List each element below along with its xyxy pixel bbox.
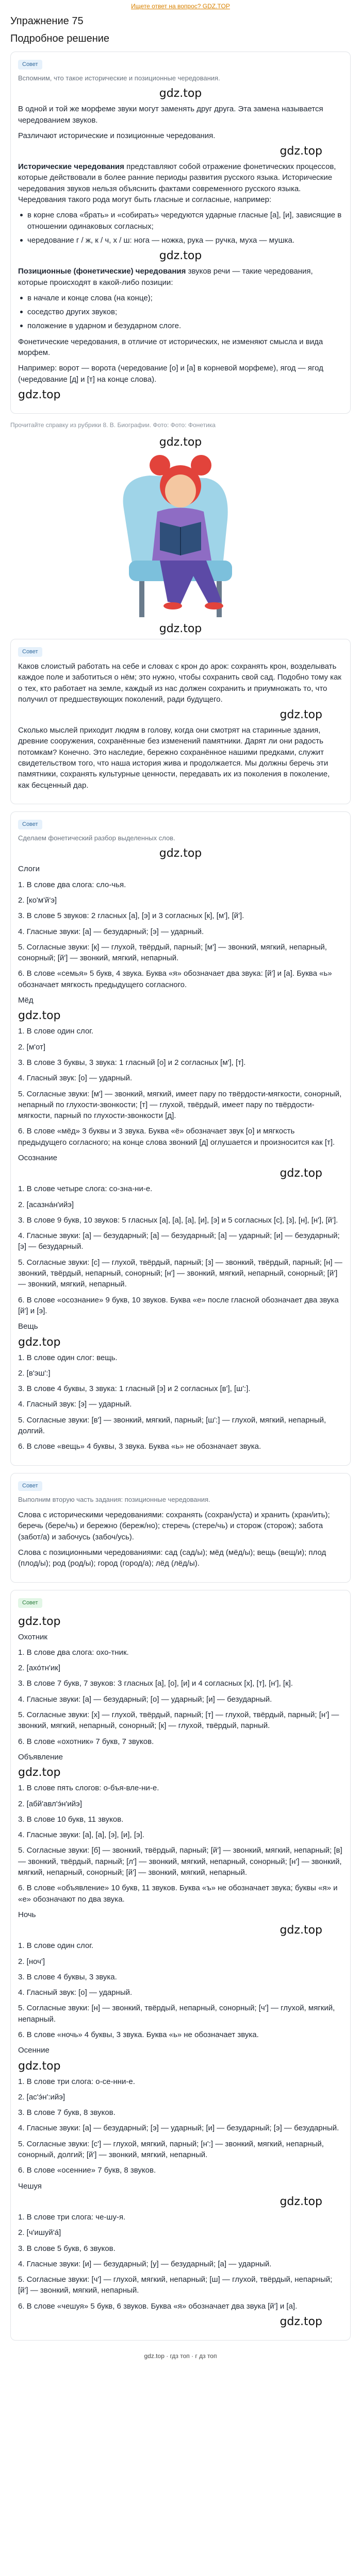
analysis-line: 3. В слове 9 букв, 10 звуков: 5 гласных [а], [а], [а], [и], [э] и 5 согласных [с], [з], [н], [н'], [й']. [18,1215,338,1225]
analysis-line: Осознание [18,1154,58,1162]
analysis-line: 5. Согласные звуки: [н] — звонкий, твёрдый, непарный, сонорный; [ч'] — глухой, мягкий, непарный. [18,2004,335,2024]
analysis-line: 4. Гласные звуки: [и] — безударный; [у] — безударный; [а] — ударный. [18,2259,272,2268]
analysis-line: 4. Гласные звуки: [а] — безударный; [о] — ударный; [и] — безударный. [18,1694,272,1704]
analysis-line: Ночь [18,1910,36,1919]
analysis-line: 5. Согласные звуки: [в'] — звонкий, мягкий, парный; [ш':] — глухой, мягкий, непарный, долгий. [18,1415,326,1436]
theory-paragraph [18,266,343,288]
analysis-line: 3. В слове 10 букв, 11 звуков. [18,1815,124,1824]
analysis-line: 6. В слове «осенние» 7 букв, 8 звуков. [18,2166,156,2175]
analysis-line: 1. В слове один слог. [18,1027,94,1036]
analysis-line: Объявление [18,1752,63,1761]
theory-caption: Вспомним, что такое исторические и позиционные чередования. [18,74,220,82]
analysis-card-1 [10,811,351,1466]
theory-paragraph [18,161,343,205]
task-paragraph: Сколько мыслей приходит людям в голову, когда они смотрят на старинные здания, древние сооружения, сохранённые без изменений памятники. Дарят ли они радость потомкам? Конечно. Это наследие, бережно сохранённое нашими предками, служит свидетельством того, что наша история жива и продолжается. Мы должны беречь эти памятники, сохранять культурные ценности, передавать их из поколения в поколение, как бесценный дар. [18,726,330,790]
term-historical: Исторические чередования [18,162,124,172]
list-item: положение в ударном и безударном слоге. [18,320,343,331]
analysis-line: 1. В слове три слога: о-се-нни-е. [18,2077,135,2086]
theory-paragraph: Фонетические чередования, в отличие от исторических, не изменяют смысла и вида морфем. [18,337,323,358]
watermark: gdz.top [18,1009,61,1023]
analysis-line: 4. Гласные звуки: [а], [а], [э], [и], [э]. [18,1831,144,1840]
analysis-line: 2. [ч'ишуй'а́] [18,2228,61,2238]
analysis-line: 6. В слове «охотник» 7 букв, 7 звуков. [18,1737,154,1746]
analysis-line: 1. В слове три слога: че-шу-я. [18,2212,126,2222]
task-card [10,639,351,804]
analysis-line: 6. В слове «семья» 5 букв, 4 звука. Буква «я» обозначает два звука: [й'] и [а]. Буква «ь» обозначает мягкость предыдущего согласного. [18,969,332,989]
analysis-line: 1. В слове один слог. [18,1941,94,1951]
analysis-line: 2. [асазна́н'ийэ] [18,1200,74,1209]
watermark: gdz.top [159,435,202,449]
watermark: gdz.top [18,1335,61,1349]
analysis-line: 2. [в'эш':] [18,1368,51,1378]
reading-girl-illustration [46,433,315,639]
analysis-line: 3. В слове 4 буквы, 3 звука. [18,1972,117,1981]
analysis-lines [18,863,343,1452]
page-title: Упражнение 75 [10,15,84,27]
page-subtitle: Подробное решение [10,33,110,45]
watermark: gdz.top [18,388,61,401]
analysis-line: 1. В слове четыре слога: со-зна-ни-е. [18,1184,153,1194]
theory-paragraph: Например: ворот — ворота (чередование [о] и [а] в корневой морфеме), ягод — ягод (чередование [д] и [т] на конце слова). [18,364,323,384]
theory-card [10,52,351,414]
analysis-line: 6. В слове «чешуя» 5 букв, 6 звуков. Буква «я» обозначает два звука [й'] и [а]. [18,2301,298,2311]
analysis-line: Мёд [18,996,34,1005]
footer: gdz.top · гдз топ · г дз топ [144,2352,217,2360]
analysis-line: 4. Гласный звук: [о] — ударный. [18,1988,133,1997]
analysis-line: Чешуя [18,2181,42,2191]
list-item: в корне слова «брать» и «собирать» чередуются ударные гласные [а], [и], зависящие в отношении одинаковых согласных; [18,210,343,232]
analysis-line: Охотник [18,1632,47,1641]
analysis-line: 2. [ас'э́н':ийэ] [18,2092,65,2102]
analysis-line: 5. Согласные звуки: [к] — глухой, твёрдый, парный; [м'] — звонкий, мягкий, непарный, сонорный; [й'] — звонкий, мягкий, непарный. [18,942,327,963]
term-positional: Позиционные (фонетические) чередования [18,267,186,276]
analysis-line: Вещь [18,1322,38,1331]
analysis-caption: Выполним вторую часть задания: позиционные чередования. [18,1495,210,1503]
analysis-line: 3. В слове 3 буквы, 3 звука: 1 гласный [о] и 2 согласных [м'], [т]. [18,1058,246,1067]
analysis-line: 2. [абй'авл'э́н'ийэ] [18,1799,82,1808]
analysis-line: 5. Согласные звуки: [с] — глухой, твёрдый, парный; [з] — звонкий, твёрдый, парный; [н] — звонкий, твёрдый, непарный, сонорный; [н'] — звонкий, мягкий, непарный, сонорный; [й'] — звонкий, мягкий, непарный. [18,1258,342,1289]
watermark: gdz.top [159,249,202,263]
theory-text: звуков речи — такие чередования, которые происходят в какой-либо позиции: [18,267,313,287]
analysis-badge: Совет [18,1598,42,1608]
analysis-line: 6. В слове «вещь» 4 буквы, 3 звука. Буква «ь» не обозначает звука. [18,1442,261,1451]
theory-badge: Совет [18,60,42,70]
analysis-line: 6. В слове «ночь» 4 буквы, 3 звука. Буква «ь» не обозначает звука. [18,2030,259,2039]
analysis-line: 2. [м'от] [18,1042,46,1052]
analysis-line: 3. В слове 7 букв, 7 звуков: 3 гласных [а], [о], [и] и 4 согласных [х], [т], [н'], [к]. [18,1679,293,1688]
positional-list [18,293,343,332]
analysis-paragraph: Слова с позиционными чередованиями: сад (сад/ы); мёд (мёд/ы); вещь (вещ/и); плод (плод/ы); род (род/ы); город (город/а); лёд (лёд/ы). [18,1548,326,1568]
theory-text: представляют собой отражение фонетических процессов, которые действовали в более ранние периоды развития русского языка. Исторические чередования звуков нельзя объяснить фактами современного русского языка. Чередования такого рода могут быть гласные и согласные, например: [18,162,336,205]
analysis-line: 3. В слове 5 звуков: 2 гласных [а], [э] и 3 согласных [к], [м'], [й']. [18,911,244,921]
analysis-line: 2. [ко'м'й'э] [18,895,57,905]
reading-girl-icon [103,447,258,622]
analysis-line: 4. Гласные звуки: [а] — безударный; [а] — безударный; [а] — ударный; [и] — безударный; [э] — безударный. [18,1231,340,1251]
analysis-line: 1. В слове пять слогов: о-бъя-вле-ни-е. [18,1784,159,1793]
analysis-line: 1. В слове один слог: вещь. [18,1353,118,1362]
analysis-lines [18,1632,343,2312]
list-item: в начале и конце слова (на конце); [18,293,343,303]
watermark: gdz.top [280,145,322,158]
gdz-top-link[interactable]: Ищете ответ на вопрос? GDZ.TOP [131,3,230,10]
historical-list [18,210,343,246]
analysis-line: 3. В слове 4 буквы, 3 звука: 1 гласный [э] и 2 согласных [в'], [ш':]. [18,1384,251,1394]
analysis-card-3 [10,1590,351,2341]
theory-paragraph: В одной и той же морфеме звуки могут заменять друг друга. Эта замена называется чередованием звуков. [18,105,323,125]
watermark: gdz.top [159,622,202,635]
analysis-line: 6. В слове «осознание» 9 букв, 10 звуков. Буква «е» после гласной обозначает два звука [й'] и [э]. [18,1295,339,1315]
analysis-caption: Сделаем фонетический разбор выделенных слов. [18,834,175,842]
watermark: gdz.top [18,1615,61,1628]
task-paragraph: Каков слоистый работать на себе и словах с крон до арок: сохранять крон, возделывать каждое поле и заботиться о нём; это нужно, чтобы сохранить свой сад. Подобно тому как о тех, кто работает на земле, каждый из нас должен сохранить и приумножать то, что получил от предшествующих поколений, ради будущего. [18,662,341,704]
analysis-line: 6. В слове «мёд» 3 буквы и 3 звука. Буква «ё» обозначает звук [о] и мягкость предыдущего согласного; на конце слова звонкий [д] оглушается и произносится как [т]. [18,1127,335,1147]
analysis-line: 5. Согласные звуки: [б] — звонкий, твёрдый, парный; [й'] — звонкий, мягкий, непарный; [в] — звонкий, твёрдый, парный; [л'] — звонкий, мягкий, непарный, сонорный; [н'] — звонкий, мягкий, непарный, сонорный; [й'] — звонкий, мягкий, непарный. [18,1846,342,1877]
task-badge: Совет [18,647,42,657]
analysis-line: 3. В слове 7 букв, 8 звуков. [18,2108,116,2117]
analysis-line: 4. Гласный звук: [э] — ударный. [18,1400,132,1409]
analysis-line: Слоги [18,865,40,874]
top-banner-link[interactable] [0,0,361,12]
analysis-paragraph: Слова с историческими чередованиями: сохранять (сохран/уста) и хранить (хран/ить); беречь (бере/чь) и бережно (береж/но); стеречь (стере/чь) и сторож (сторож); забота (забот/а) и забочусь (забоч/усь). [18,1511,330,1541]
theory-paragraph: Различают исторические и позиционные чередования. [18,131,216,140]
analysis-line: Осенние [18,2046,50,2055]
watermark: gdz.top [280,2315,322,2329]
analysis-card-2 [10,1473,351,1583]
watermark: gdz.top [280,2195,322,2208]
page-content [10,12,351,2367]
analysis-line: 6. В слове «объявление» 10 букв, 11 звуков. Буква «ъ» не обозначает звука; буквы «я» и «е» обозначают по два звука. [18,1884,338,1904]
analysis-line: 1. В слове два слога: сло-чья. [18,880,126,889]
analysis-line: 3. В слове 5 букв, 6 звуков. [18,2244,116,2253]
list-item: соседство других звуков; [18,307,343,317]
analysis-line: 5. Согласные звуки: [ч'] — глухой, мягкий, непарный; [ш] — глухой, твёрдый, непарный; [й'] — звонкий, мягкий, непарный. [18,2275,333,2295]
analysis-line: 4. Гласный звук: [о] — ударный. [18,1074,133,1083]
watermark: gdz.top [280,708,322,722]
analysis-badge: Совет [18,1481,42,1491]
watermark: gdz.top [280,1167,322,1180]
watermark: gdz.top [159,847,202,860]
image-source: Прочитайте справку из рубрики 8. В. Биографии. Фото: Фото: Фонетика [10,421,216,429]
analysis-line: 2. [ноч'] [18,1957,45,1966]
analysis-line: 4. Гласные звуки: [а] — безударный; [э] — ударный; [и] — безударный; [э] — безударный. [18,2124,339,2133]
watermark: gdz.top [159,87,202,100]
analysis-line: 5. Согласные звуки: [х] — глухой, твёрдый, парный; [т] — глухой, твёрдый, парный; [н'] — звонкий, мягкий, непарный, сонорный; [к] — глухой, твёрдый, парный. [18,1710,339,1731]
analysis-line: 1. В слове два слога: охо-тник. [18,1648,129,1657]
analysis-line: 4. Гласные звуки: [а] — безударный; [э] — ударный. [18,927,204,936]
list-item: чередование г / ж, к / ч, х / ш: нога — ножка, рука — ручка, муха — мушка. [18,235,343,246]
analysis-badge: Совет [18,820,42,829]
analysis-line: 2. [ахо́тн'ик] [18,1664,60,1673]
watermark: gdz.top [18,2059,61,2073]
analysis-line: 5. Согласные звуки: [м'] — звонкий, мягкий, имеет пару по твёрдости-мягкости, сонорный, непарный по глухости-звонкости; [т] — глухой, твёрдый, имеет пару по твёрдости-мягкости, парный по глухости-звонкости [д]. [18,1089,342,1121]
watermark: gdz.top [18,1766,61,1780]
watermark: gdz.top [280,1924,322,1937]
analysis-line: 5. Согласные звуки: [с'] — глухой, мягкий, парный; [н':] — звонкий, мягкий, непарный, сонорный, долгий; [й'] — звонкий, мягкий, непарный. [18,2139,324,2160]
